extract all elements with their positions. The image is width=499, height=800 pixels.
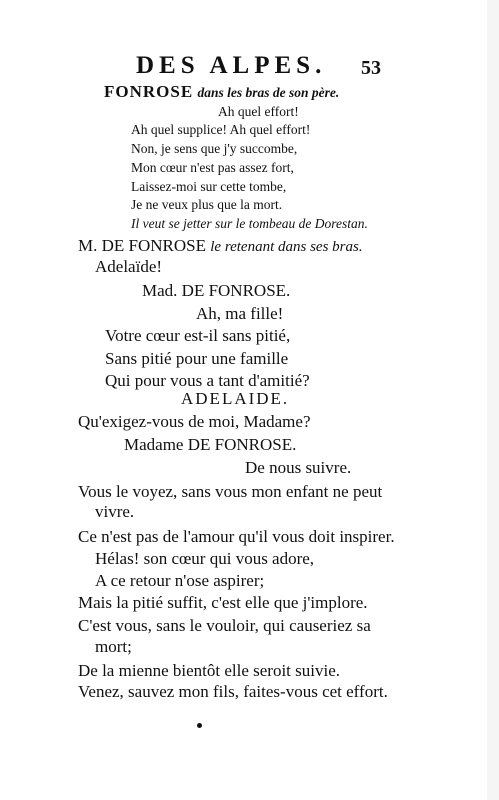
verse-line: vivre. <box>95 502 135 521</box>
stage-direction: Il veut se jetter sur le tombeau de Dorestan. <box>131 216 368 231</box>
verse-line: Je ne veux plus que la mort. <box>131 197 283 212</box>
verse-line: Vous le voyez, sans vous mon enfant ne peut <box>78 482 383 501</box>
verse-line: Ah, ma fille! <box>196 304 284 323</box>
verse-line: Qui pour vous a tant d'amitié? <box>105 371 310 390</box>
speaker-heading: Madame DE FONROSE. <box>124 435 297 454</box>
speaker-heading: Mad. DE FONROSE. <box>142 281 291 300</box>
verse-line: De nous suivre. <box>245 458 352 477</box>
verse-line: mort; <box>95 637 132 656</box>
speaker-name: FONROSE <box>104 82 194 101</box>
verse-line: Ce n'est pas de l'amour qu'il vous doit inspirer. <box>78 527 395 546</box>
verse-line: Qu'exigez-vous de moi, Madame? <box>78 412 311 431</box>
verse-line: Hélas! son cœur qui vous adore, <box>95 549 315 568</box>
verse-line: Laissez-moi sur cette tombe, <box>131 179 287 194</box>
verse-line: Mon cœur n'est pas assez fort, <box>131 160 294 175</box>
verse-line: Adelaïde! <box>95 257 163 276</box>
verse-line: Mais la pitié suffit, c'est elle que j'implore. <box>78 593 368 612</box>
verse-line: Votre cœur est-il sans pitié, <box>105 326 291 345</box>
speaker-name: M. DE FONROSE <box>78 236 206 255</box>
speaker-heading: ADELAIDE. <box>181 389 290 408</box>
stage-direction: le retenant dans ses bras. <box>210 239 363 255</box>
verse-line: Venez, sauvez mon fils, faites-vous cet effort. <box>78 682 388 701</box>
running-title: DES ALPES. <box>136 52 327 79</box>
verse-line: De la mienne bientôt elle seroit suivie. <box>78 661 341 680</box>
bullet-ornament <box>197 723 202 728</box>
verse-line: Non, je sens que j'y succombe, <box>131 141 298 156</box>
stage-direction: dans les bras de son père. <box>197 85 340 100</box>
speech-heading-fonrose <box>104 82 339 102</box>
page-edge <box>487 0 499 800</box>
page-number: 53 <box>361 57 381 79</box>
speech-heading-m-de-fonrose <box>78 236 363 257</box>
verse-line: Ah quel effort! <box>218 104 299 119</box>
verse-line: C'est vous, sans le vouloir, qui causeriez sa <box>78 616 371 635</box>
verse-line: Ah quel supplice! Ah quel effort! <box>131 122 311 137</box>
verse-line: A ce retour n'ose aspirer; <box>95 571 265 590</box>
verse-line: Sans pitié pour une famille <box>105 349 289 368</box>
